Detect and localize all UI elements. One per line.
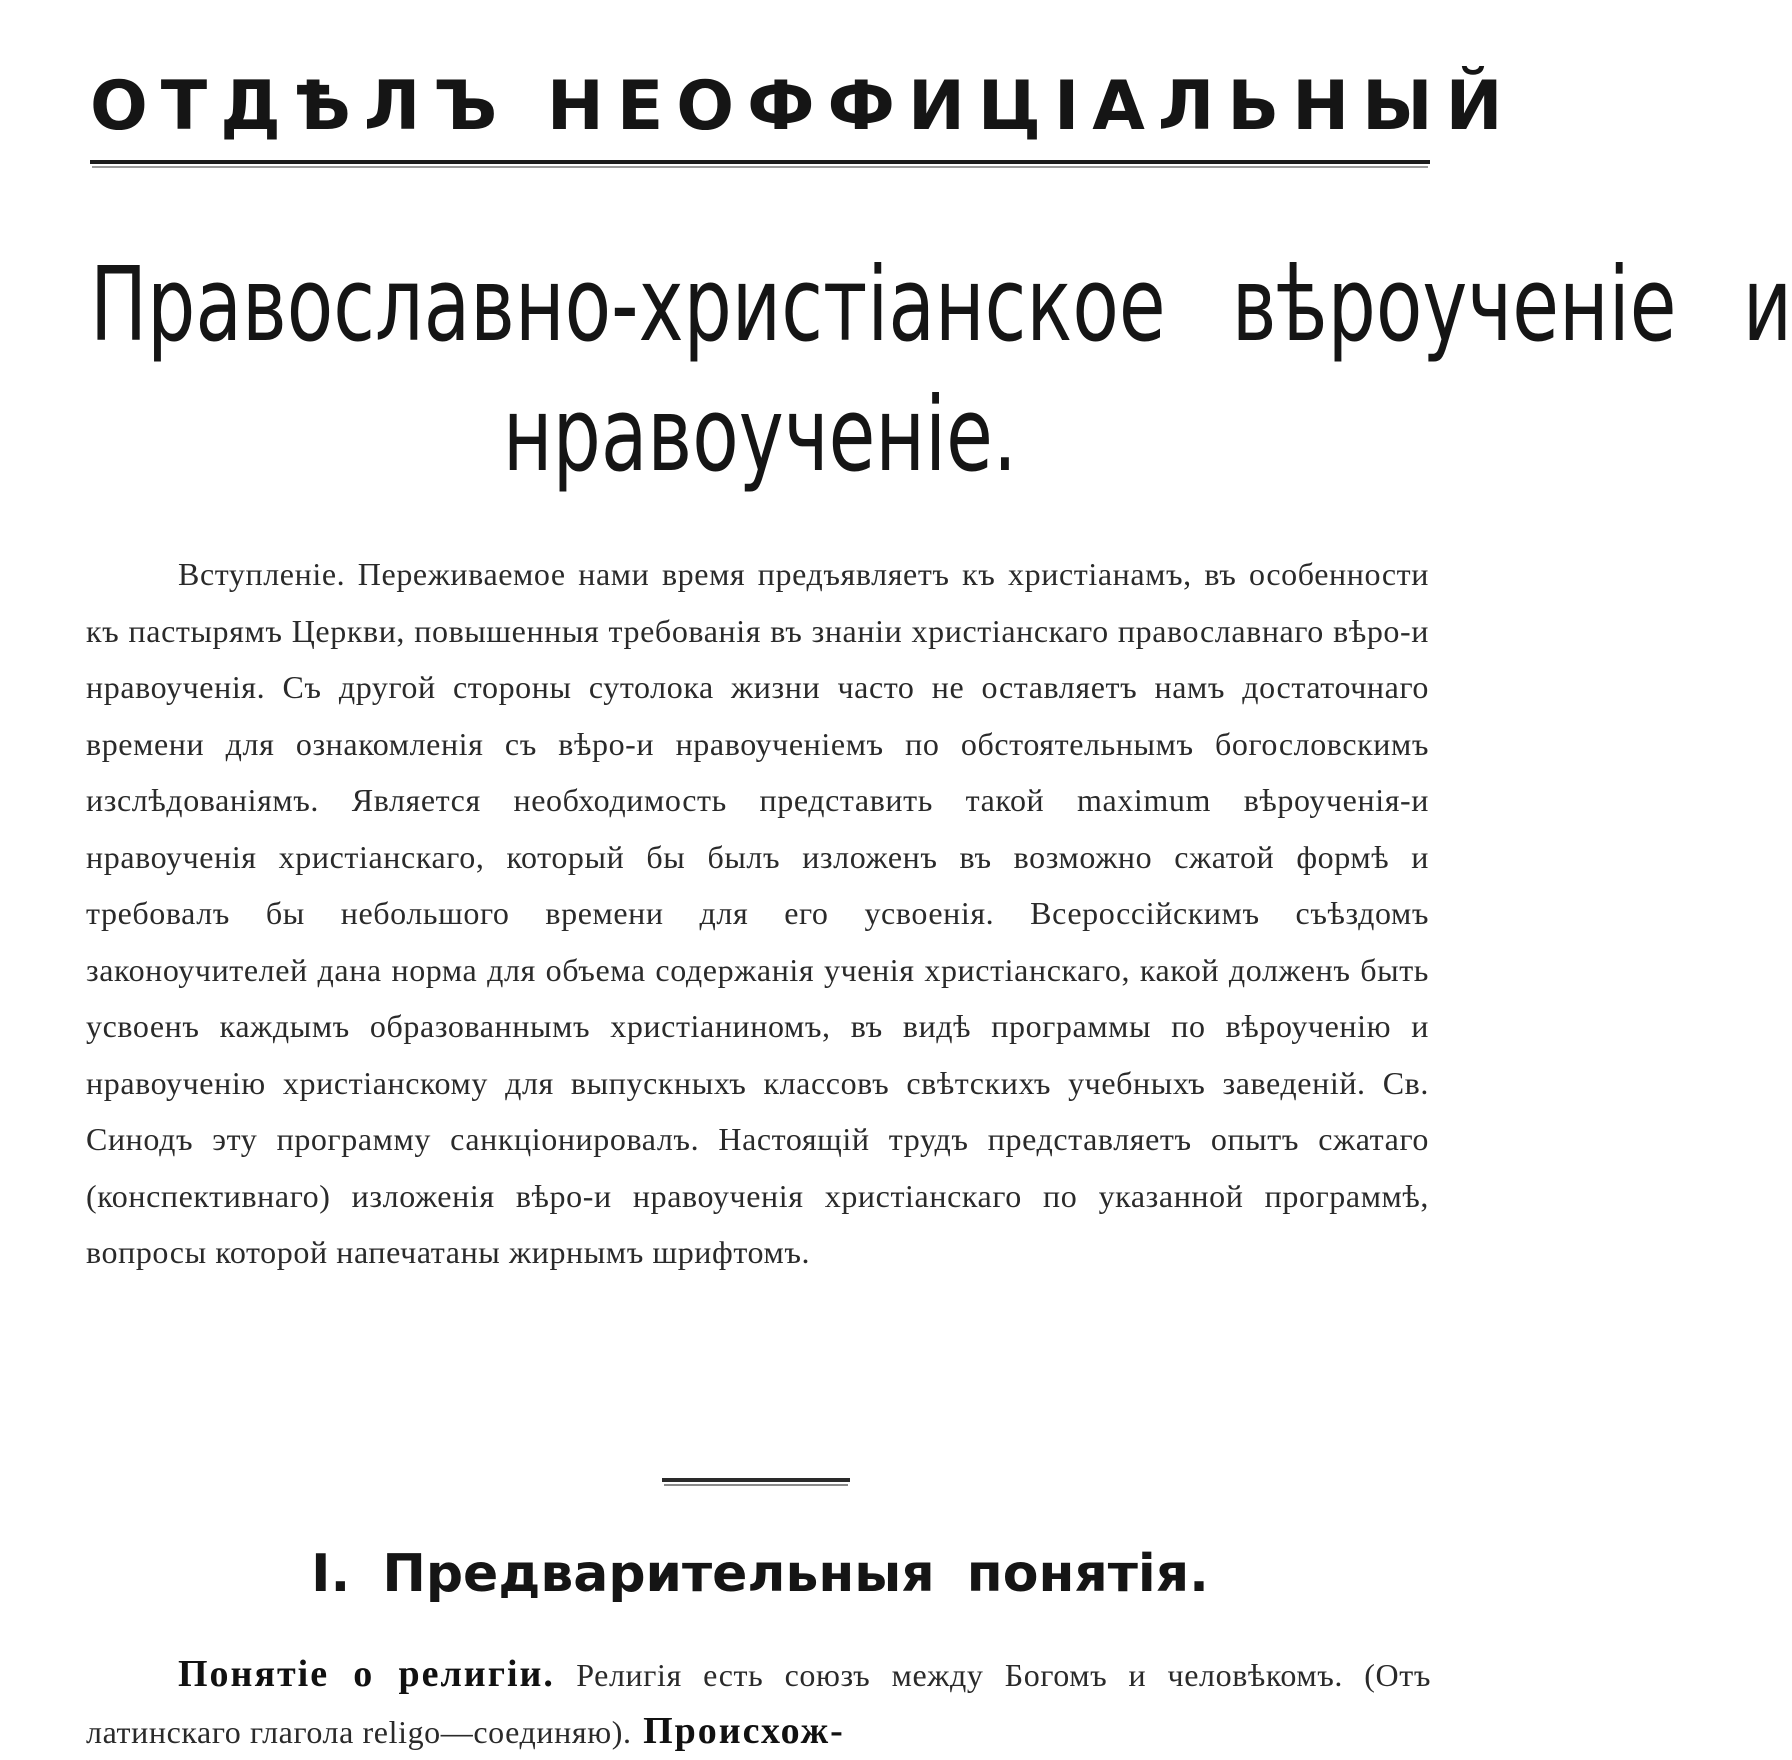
header-rule-shadow bbox=[92, 166, 1428, 168]
article-title bbox=[90, 240, 1792, 500]
section-divider bbox=[662, 1478, 850, 1482]
religion-paragraph bbox=[86, 1646, 1431, 1760]
article-title-line-1: Православно-христіанское вѣроученіе и bbox=[90, 244, 1792, 365]
section-header: ОТДѢЛЪ НЕОФФИЦІАЛЬНЫЙ bbox=[90, 67, 1516, 146]
chapter-heading: I. Предварительныя понятія. bbox=[311, 1544, 1209, 1604]
religion-term: Понятіе о религіи. bbox=[178, 1653, 555, 1695]
religion-definition: Религія есть союзъ между Богомъ и человѣкомъ. (Отъ латинскаго глагола religo—соединяю). bbox=[86, 1657, 1431, 1750]
origin-term: Происхож- bbox=[631, 1710, 845, 1752]
article-title-line-2: нравоученіе. bbox=[502, 374, 1018, 495]
section-divider-shadow bbox=[664, 1484, 848, 1486]
header-rule bbox=[90, 160, 1430, 164]
intro-paragraph: Вступленіе. Переживаемое нами время предъявляетъ къ христіанамъ, въ особенности къ пастырямъ Церкви, повышенныя требованія въ знаніи христіанскаго православнаго вѣро-и нравоученія. Съ другой стороны сутолока жизни часто не оставляетъ намъ достаточнаго времени для ознакомленія съ вѣро-и нравоученіемъ по обстоятельнымъ богословскимъ изслѣдованіямъ. Является необходимость представить такой maximum вѣроученія-и нравоученія христіанскаго, который бы былъ изложенъ въ возможно сжатой формѣ и требовалъ бы небольшого времени для его усвоенія. Всероссійскимъ съѣздомъ законоучителей дана норма для объема содержанія ученія христіанскаго, какой долженъ быть усвоенъ каждымъ образованнымъ христіаниномъ, въ видѣ программы по вѣроученію и нравоученію христіанскому для выпускныхъ классовъ свѣтскихъ учебныхъ заведеній. Св. Синодъ эту программу санкціонировалъ. Настоящій трудъ представляетъ опытъ сжатаго (конспективнаго) изложенія вѣро-и нравоученія христіанскаго по указанной программѣ, вопросы которой напечатаны жирнымъ шрифтомъ. bbox=[86, 556, 1429, 1270]
